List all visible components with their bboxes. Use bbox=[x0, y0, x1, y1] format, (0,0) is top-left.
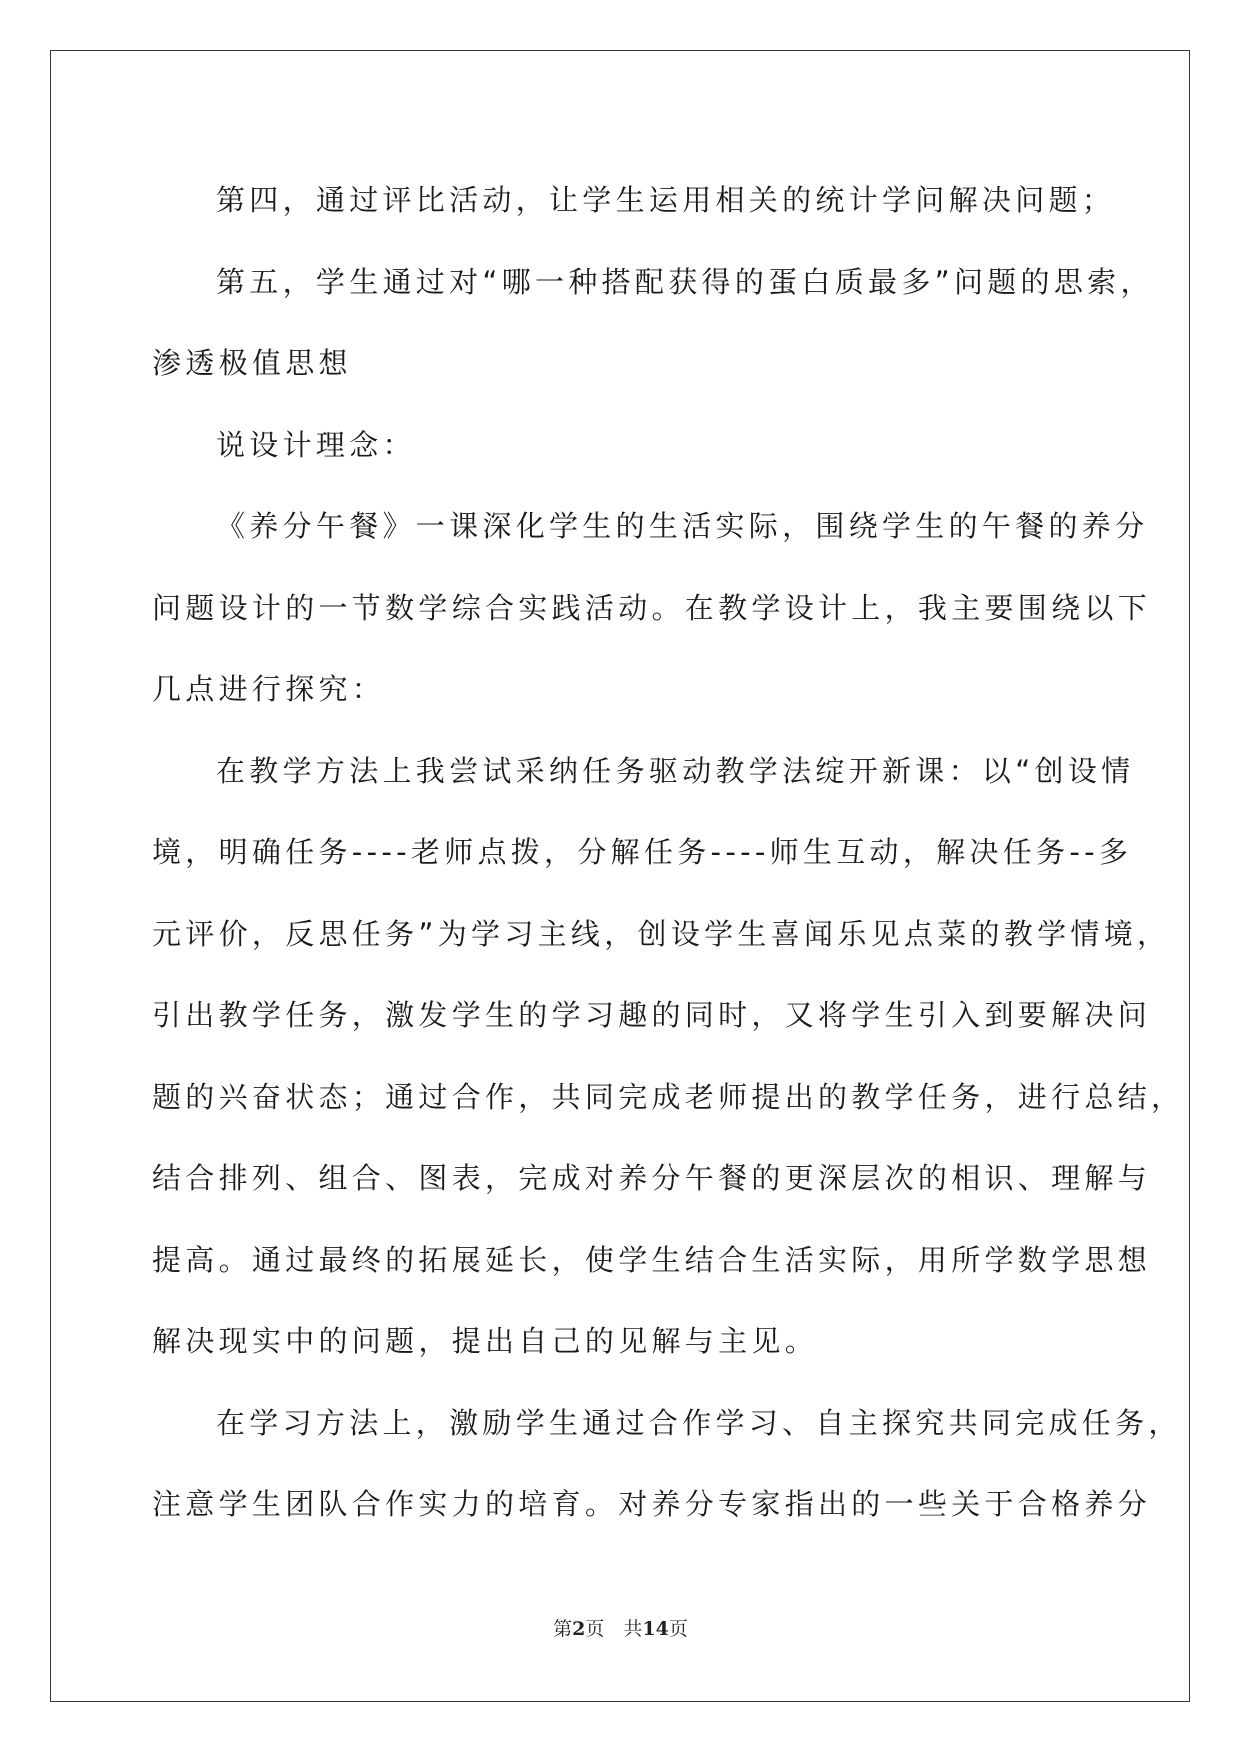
text-line: 问题设计的一节数学综合实践活动。在教学设计上，我主要围绕以下 bbox=[152, 590, 1152, 625]
text-line: 境，明确任务----老师点拨，分解任务----师生互动，解决任务--多 bbox=[152, 835, 1133, 869]
text-line: 引出教学任务，激发学生的学习趣的同时，又将学生引入到要解决问 bbox=[152, 998, 1152, 1032]
footer-current-page: 2 bbox=[572, 1618, 586, 1640]
text-line: 几点进行探究： bbox=[152, 672, 386, 706]
text-line: 《养分午餐》一课深化学生的生活实际，围绕学生的午餐的养分 bbox=[216, 509, 1149, 543]
text-line: 在学习方法上，激励学生通过合作学习、自主探究共同完成任务， bbox=[216, 1405, 1182, 1440]
text-line: 注意学生团队合作实力的培育。对养分专家指出的一些关于合格养分 bbox=[152, 1487, 1152, 1521]
text-line: 解决现实中的问题，提出自己的见解与主见。 bbox=[152, 1324, 819, 1358]
page-footer bbox=[0, 1614, 1241, 1641]
text-line: 第五，学生通过对“哪一种搭配获得的蛋白质最多”问题的思索， bbox=[216, 264, 1154, 299]
document-body bbox=[152, 160, 1185, 1546]
footer-suffix: 页 bbox=[668, 1618, 688, 1640]
text-line: 第四，通过评比活动，让学生运用相关的统计学问解决问题； bbox=[216, 183, 1116, 217]
footer-mid: 页 共 bbox=[585, 1618, 643, 1640]
text-line: 在教学方法上我尝试采纳任务驱动教学法绽开新课：以“创设情 bbox=[216, 753, 1135, 788]
text-line: 提高。通过最终的拓展延长，使学生结合生活实际，用所学数学思想 bbox=[152, 1242, 1152, 1277]
text-line: 说设计理念： bbox=[216, 427, 416, 462]
footer-total-pages: 14 bbox=[642, 1618, 669, 1640]
body-text bbox=[152, 160, 1185, 1546]
text-line: 渗透极值思想 bbox=[152, 346, 352, 380]
footer-prefix: 第 bbox=[553, 1618, 573, 1640]
text-line: 题的兴奋状态；通过合作，共同完成老师提出的教学任务，进行总结， bbox=[152, 1079, 1185, 1114]
text-line: 结合排列、组合、图表，完成对养分午餐的更深层次的相识、理解与 bbox=[152, 1161, 1152, 1195]
text-line: 元评价，反思任务”为学习主线，创设学生喜闻乐见点菜的教学情境， bbox=[152, 916, 1171, 951]
